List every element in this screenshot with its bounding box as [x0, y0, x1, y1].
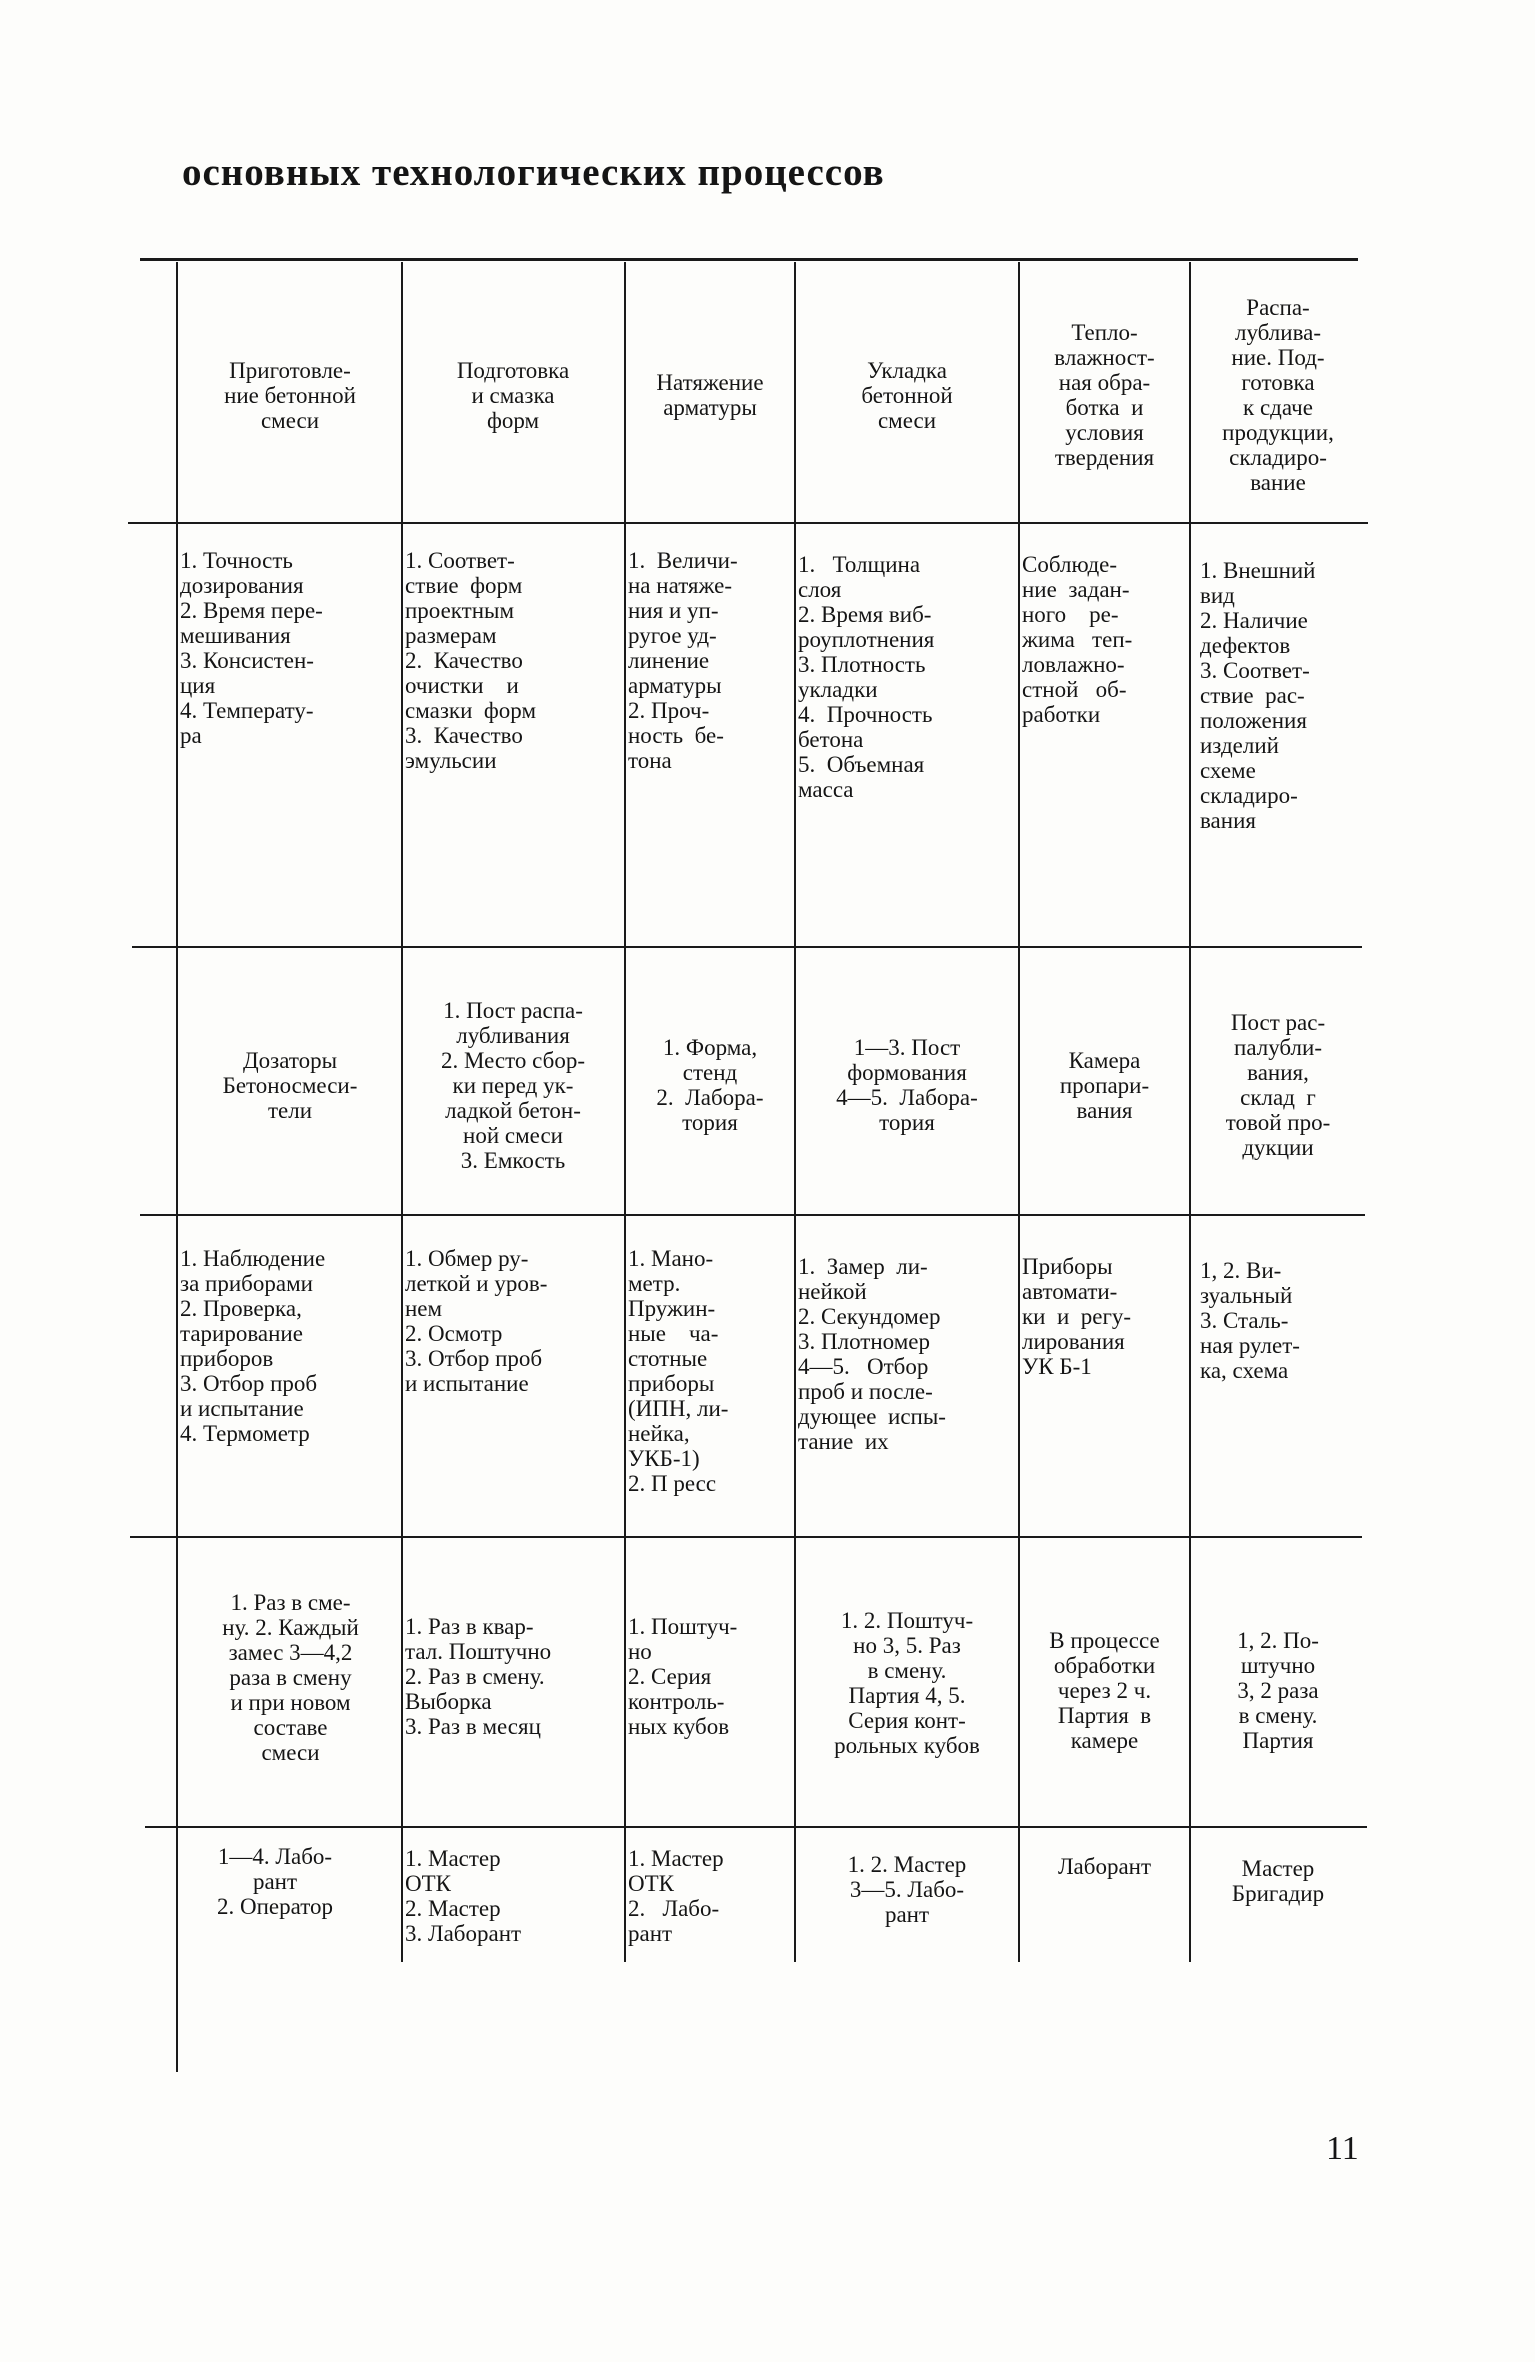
methods-cell: Приборы автомати- ки и регу- лирования УК Б-1	[1022, 1254, 1132, 1379]
row-divider	[130, 1536, 1362, 1538]
parameters-cell: 1. Внешний вид 2. Наличие дефектов 3. Соответ- ствие рас- положения изделий схеме складиро- вания	[1200, 558, 1316, 833]
methods-cell: 1. Мано- метр. Пружин- ные ча- стотные приборы (ИПН, ли- нейка, УКБ-1) 2. П ресс	[628, 1246, 729, 1496]
header-cell: Натяжение арматуры	[656, 370, 764, 420]
row-divider	[140, 1214, 1365, 1216]
frequency-cell: 1. Раз в квар- тал. Поштучно 2. Раз в смену. Выборка 3. Раз в месяц	[405, 1614, 552, 1739]
methods-cell: 1. Замер ли- нейкой 2. Секундомер 3. Плотномер 4—5. Отбор проб и после- дующее испы- тание их	[798, 1254, 946, 1454]
header-cell: Подготовка и смазка форм	[456, 357, 570, 433]
frequency-cell: 1, 2. По- штучно 3, 2 раза в смену. Партия	[1237, 1628, 1319, 1753]
parameters-cell: 1. Точность дозирования 2. Время пере- мешивания 3. Консистен- ция 4. Температу- ра	[180, 548, 323, 748]
row-divider	[132, 946, 1362, 948]
methods-cell: 1. Обмер ру- леткой и уров- нем 2. Осмотр 3. Отбор проб и испытание	[405, 1246, 548, 1396]
methods-cell: 1. Наблюдение за приборами 2. Проверка, тарирование приборов 3. Отбор проб и испытание 4. Термометр	[180, 1246, 326, 1446]
parameters-cell: 1. Толщина слоя 2. Время виб- роуплотнения 3. Плотность укладки 4. Прочность бетона 5. Объемная масса	[798, 552, 935, 802]
location-cell: Пост рас- палубли- вания, склад г товой про- дукции	[1225, 1010, 1331, 1160]
column-rule	[176, 262, 178, 2072]
methods-cell: 1, 2. Ви- зуальный 3. Сталь- ная рулет- ка, схема	[1200, 1258, 1300, 1383]
page-title: основных технологических процессов	[182, 151, 885, 194]
responsible-cell: 1. 2. Мастер 3—5. Лабо- рант	[847, 1852, 967, 1927]
location-cell: 1. Форма, стенд 2. Лабора- тория	[656, 1035, 764, 1135]
responsible-cell: Лаборант	[1057, 1854, 1152, 1879]
column-rule	[794, 262, 796, 1962]
responsible-cell: 1—4. Лабо- рант 2. Оператор	[217, 1844, 333, 1919]
location-cell: 1—3. Пост формования 4—5. Лабора- тория	[836, 1035, 978, 1135]
location-cell: Дозаторы Бетоносмеси- тели	[222, 1047, 358, 1123]
column-rule	[624, 262, 626, 1962]
parameters-cell: Соблюде- ние задан- ного ре- жима теп- ловлажно- стной об- работки	[1022, 552, 1133, 727]
frequency-cell: 1. Поштуч- но 2. Серия контроль- ных кубов	[628, 1614, 738, 1739]
frequency-cell: 1. Раз в сме- ну. 2. Каждый замес 3—4,2 раза в смену и при новом составе смеси	[222, 1590, 359, 1765]
row-divider	[145, 1826, 1367, 1828]
responsible-cell: 1. Мастер ОТК 2. Мастер 3. Лаборант	[405, 1846, 522, 1946]
header-cell: Приготовле- ние бетонной смеси	[224, 357, 356, 433]
frequency-cell: 1. 2. Поштуч- но 3, 5. Раз в смену. Партия 4, 5. Серия конт- рольных кубов	[834, 1608, 980, 1758]
responsible-cell: Мастер Бригадир	[1231, 1856, 1325, 1906]
page-number: 11	[1326, 2130, 1359, 2167]
parameters-cell: 1. Величи- на натяже- ния и уп- ругое уд- линение арматуры 2. Проч- ность бе- тона	[628, 548, 738, 773]
parameters-cell: 1. Соответ- ствие форм проектным размерам 2. Качество очистки и смазки форм 3. Качество эмульсии	[405, 548, 536, 773]
header-bottom-rule	[128, 522, 1368, 524]
table-top-rule	[140, 258, 1358, 261]
header-cell: Укладка бетонной смеси	[861, 357, 953, 433]
responsible-cell: 1. Мастер ОТК 2. Лабо- рант	[628, 1846, 724, 1946]
header-cell: Тепло- влажност- ная обра- ботка и условия твердения	[1054, 320, 1155, 470]
column-rule	[1018, 262, 1020, 1962]
frequency-cell: В процессе обработки через 2 ч. Партия в камере	[1049, 1628, 1160, 1753]
column-rule	[1189, 262, 1191, 1962]
location-cell: 1. Пост распа- лубливания 2. Место сбор- ки перед ук- ладкой бетон- ной смеси 3. Емкость	[441, 997, 585, 1173]
column-rule	[401, 262, 403, 1962]
header-cell: Распа- лублива- ние. Под- готовка к сдаче продукции, складиро- вание	[1222, 295, 1334, 495]
location-cell: Камера пропари- вания	[1059, 1047, 1150, 1123]
